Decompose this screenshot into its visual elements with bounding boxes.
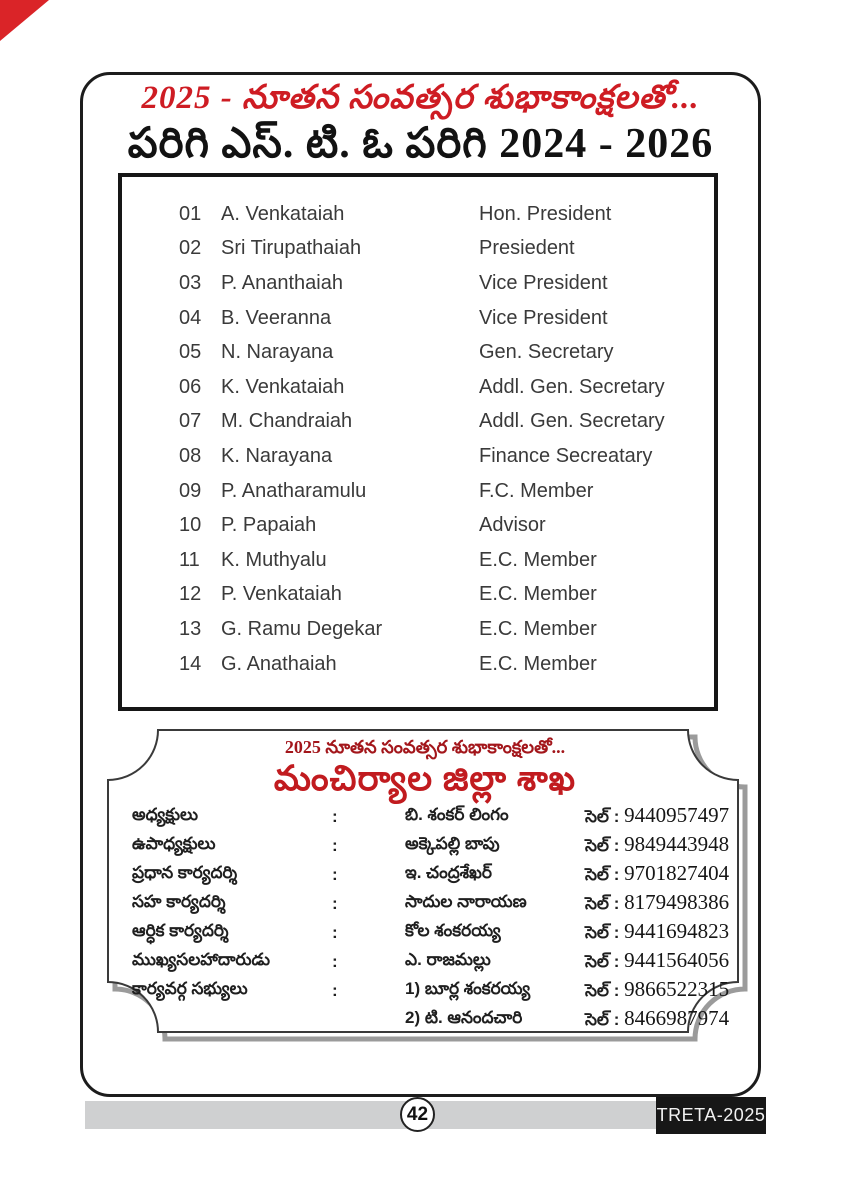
page-number-badge: 42 <box>400 1097 435 1132</box>
member-role: Advisor <box>479 514 546 537</box>
officer-phone <box>585 948 732 976</box>
committee-row <box>179 647 714 682</box>
branch-row <box>132 860 732 889</box>
member-number: 06 <box>179 375 202 398</box>
separator-colon: : <box>332 980 338 1000</box>
phone-number: 9440957497 <box>624 802 730 827</box>
officer-role-label: కార్యవర్గ సభ్యులు <box>132 978 248 998</box>
officer-phone <box>585 1006 732 1034</box>
officer-phone <box>585 977 732 1005</box>
officer-phone <box>585 803 732 831</box>
committee-row <box>179 612 714 647</box>
member-number: 03 <box>179 271 202 294</box>
branch-row <box>132 831 732 860</box>
member-name: P. Anatharamulu <box>221 479 367 502</box>
cell-prefix: సెల్ : <box>585 922 625 942</box>
member-name: G. Anathaiah <box>221 652 337 675</box>
officer-name: 2) టి. ఆనందచారి <box>405 1007 523 1027</box>
member-role: Gen. Secretary <box>479 341 614 364</box>
organization-title: పరిగి ఎస్. టి. ఓ పరిగి 2024 - 2026 <box>127 121 714 167</box>
officer-phone <box>585 832 732 860</box>
member-number: 08 <box>179 444 202 467</box>
phone-number: 9441694823 <box>624 918 730 943</box>
committee-row <box>179 439 714 474</box>
branch-title: మంచిర్యాల జిల్లా శాఖ <box>273 759 577 798</box>
officer-role-label: సహ కార్యదర్శి <box>132 891 226 911</box>
member-role: F.C. Member <box>479 479 594 502</box>
committee-row <box>179 266 714 301</box>
member-name: P. Venkataiah <box>221 583 342 606</box>
separator-colon: : <box>332 893 338 913</box>
member-role: E.C. Member <box>479 617 597 640</box>
new-year-greeting-title: 2025 - నూతన సంవత్సర శుభాకాంక్షలతో... <box>141 80 700 116</box>
committee-row <box>179 474 714 509</box>
member-name: Sri Tirupathaiah <box>221 237 362 260</box>
branch-plaque <box>104 726 746 1042</box>
member-name: A. Venkataiah <box>221 202 345 225</box>
member-role: E.C. Member <box>479 652 597 675</box>
member-role: Vice President <box>479 271 608 294</box>
member-number: 09 <box>179 479 202 502</box>
officer-phone <box>585 919 732 947</box>
separator-colon: : <box>332 922 338 942</box>
member-role: Addl. Gen. Secretary <box>479 410 665 433</box>
phone-number: 8466987974 <box>624 1005 730 1030</box>
member-name: M. Chandraiah <box>221 410 353 433</box>
officer-name: సాదుల నారాయణ <box>405 891 527 911</box>
separator-colon: : <box>332 864 338 884</box>
member-name: K. Narayana <box>221 444 333 467</box>
committee-list-box <box>118 173 718 711</box>
officer-name: బి. శంకర్ లింగం <box>405 804 509 824</box>
member-number: 05 <box>179 341 202 364</box>
edition-label: TRETA-2025 <box>656 1097 766 1134</box>
branch-row <box>132 889 732 918</box>
phone-number: 9701827404 <box>624 860 730 885</box>
committee-row <box>179 197 714 232</box>
member-name: G. Ramu Degekar <box>221 617 383 640</box>
member-number: 02 <box>179 237 202 260</box>
officer-role-label: ప్రధాన కార్యదర్శి <box>132 862 238 882</box>
branch-row <box>132 976 732 1005</box>
branch-row <box>132 1005 732 1034</box>
page-corner-ribbon <box>0 0 49 41</box>
branch-row <box>132 918 732 947</box>
member-name: K. Muthyalu <box>221 548 327 571</box>
phone-number: 9866522315 <box>624 976 730 1001</box>
page-header <box>80 78 761 170</box>
member-name: P. Papaiah <box>221 514 317 537</box>
branch-row <box>132 947 732 976</box>
member-role: Addl. Gen. Secretary <box>479 375 665 398</box>
member-name: P. Ananthaiah <box>221 271 343 294</box>
officer-name: 1) బూర్ల శంకరయ్య <box>405 978 531 998</box>
officer-role-label: ఆర్ధిక కార్యదర్శి <box>132 920 229 940</box>
officer-role-label: ఉపాధ్యక్షులు <box>132 833 216 853</box>
committee-row <box>179 301 714 336</box>
cell-prefix: సెల్ : <box>585 951 625 971</box>
committee-row <box>179 370 714 405</box>
cell-prefix: సెల్ : <box>585 893 625 913</box>
member-number: 01 <box>179 202 202 225</box>
officer-phone <box>585 861 732 889</box>
member-name: B. Veeranna <box>221 306 332 329</box>
cell-prefix: సెల్ : <box>585 980 625 1000</box>
member-role: E.C. Member <box>479 583 597 606</box>
phone-number: 8179498386 <box>624 889 730 914</box>
member-role: Finance Secreatary <box>479 444 653 467</box>
phone-number: 9849443948 <box>624 831 730 856</box>
member-name: K. Venkataiah <box>221 375 345 398</box>
cell-prefix: సెల్ : <box>585 835 625 855</box>
member-number: 14 <box>179 652 202 675</box>
officer-role-label: అధ్యక్షులు <box>132 804 198 824</box>
separator-colon: : <box>332 835 338 855</box>
committee-row <box>179 508 714 543</box>
member-number: 12 <box>179 583 202 606</box>
committee-row <box>179 578 714 613</box>
member-number: 13 <box>179 617 202 640</box>
officer-name: ఇ. చంద్రశేఖర్ <box>405 862 492 882</box>
separator-colon: : <box>332 806 338 826</box>
officer-name: అక్కెపల్లి బాపు <box>405 833 500 853</box>
separator-colon: : <box>332 951 338 971</box>
committee-row <box>179 335 714 370</box>
member-number: 04 <box>179 306 202 329</box>
officer-role-label: ముఖ్యసలహాదారుడు <box>132 949 270 969</box>
officer-name: ఎ. రాజమల్లు <box>405 949 491 969</box>
committee-row <box>179 232 714 267</box>
member-number: 07 <box>179 410 202 433</box>
committee-row <box>179 543 714 578</box>
member-role: Vice President <box>479 306 608 329</box>
member-role: E.C. Member <box>479 548 597 571</box>
cell-prefix: సెల్ : <box>585 1009 625 1029</box>
officer-phone <box>585 890 732 918</box>
branch-greeting-line: 2025 నూతన సంవత్సర శుభాకాంక్షలతో... <box>284 737 566 757</box>
phone-number: 9441564056 <box>624 947 730 972</box>
officer-name: కోల శంకరయ్య <box>405 920 501 940</box>
member-role: Presiedent <box>479 237 575 260</box>
branch-officer-list <box>132 802 732 1034</box>
member-number: 11 <box>179 548 200 571</box>
branch-row <box>132 802 732 831</box>
member-role: Hon. President <box>479 202 612 225</box>
member-number: 10 <box>179 514 202 537</box>
cell-prefix: సెల్ : <box>585 864 625 884</box>
cell-prefix: సెల్ : <box>585 806 625 826</box>
committee-row <box>179 405 714 440</box>
member-name: N. Narayana <box>221 341 334 364</box>
